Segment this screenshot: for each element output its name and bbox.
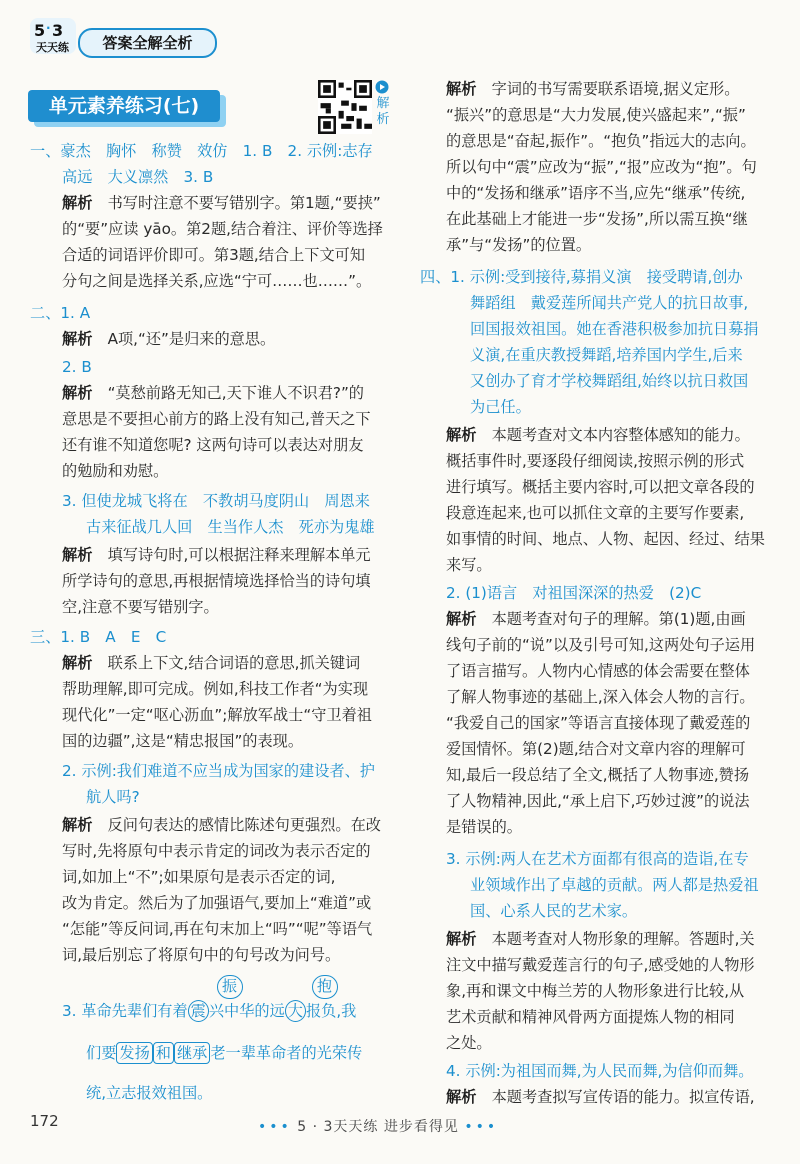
analysis-text: A项,“还”是归来的意思。 xyxy=(107,330,276,348)
svg-text:3: 3 xyxy=(52,21,64,40)
analysis-text: 来写。 xyxy=(446,556,492,574)
answer-s2-1: 二、1. A xyxy=(30,304,91,322)
analysis-text: “我爱自己的国家”等语言直接体现了戴爱莲的 xyxy=(446,714,751,732)
qr-label-char: 解 xyxy=(376,96,390,111)
footer-dots: ••• xyxy=(258,1119,292,1135)
marked-word: 大 xyxy=(285,1000,306,1022)
answer-s3-2-line1: 2. 示例:我们难道不应当成为国家的建设者、护 xyxy=(62,762,375,780)
analysis-text: 还有谁不知道您呢? 这两句诗可以表达对朋友 xyxy=(62,436,364,454)
answer-s4-1-line4: 义演,在重庆教授舞蹈,培养国内学生,后来 xyxy=(470,346,743,364)
answer-text: 3. 革命先辈们有着 xyxy=(62,1002,188,1020)
analysis-text: 联系上下文,结合词语的意思,抓关键词 xyxy=(107,654,361,672)
analysis-text: 在此基础上才能进一步“发扬”,所以需互换“继 xyxy=(446,210,748,228)
answer-s1-line2: 高远 大义凛然 3. B xyxy=(62,168,214,186)
analysis-text: “振兴”的意思是“大力发展,使兴盛起来”,“振” xyxy=(446,106,746,124)
analysis-text: 所学诗句的意思,再根据情境选择恰当的诗句填 xyxy=(62,572,371,590)
marked-word: 震 xyxy=(188,1000,209,1022)
analysis-text: “莫愁前路无知己,天下谁人不识君?”的 xyxy=(107,384,364,402)
analysis-text: 词,最后别忘了将原句中的句号改为问号。 xyxy=(62,946,341,964)
answer-s3-3-line1 xyxy=(62,998,356,1024)
analysis-text: 现代化”一定“呕心沥血”;解放军战士“守卫着祖 xyxy=(62,706,372,724)
analysis-text: 书写时注意不要写错别字。第1题,“要挟” xyxy=(107,194,381,212)
correction-char: 振 xyxy=(222,977,238,995)
analysis-text: 帮助理解,即可完成。例如,科技工作者“为实现 xyxy=(62,680,369,698)
analysis-text: 的意思是“奋起,振作”。“抱负”指远大的志向。 xyxy=(446,132,756,150)
analysis-tag: 解析 xyxy=(62,330,93,348)
answer-s4-1-line5: 又创办了育才学校舞蹈组,始终以抗日救国 xyxy=(470,372,749,390)
analysis-text: 改为肯定。然后为了加强语气,要加上“难道”或 xyxy=(62,894,372,912)
analysis-text: 了语言描写。人物内心情感的体会需要在整体 xyxy=(446,662,750,680)
footer-dots: ••• xyxy=(464,1119,499,1135)
footer-slogan-text: 5 · 3天天练 进步看得见 xyxy=(297,1119,459,1135)
qr-code-icon[interactable] xyxy=(318,80,372,134)
svg-text:天天练: 天天练 xyxy=(36,41,69,54)
analysis-text: 段意连起来,也可以抓住文章的主要写作要素, xyxy=(446,504,745,522)
answer-s3-3-line2 xyxy=(86,1040,362,1066)
analysis-tag: 解析 xyxy=(62,194,93,212)
analysis-tag: 解析 xyxy=(446,426,477,444)
analysis-text: 之处。 xyxy=(446,1034,492,1052)
answer-s1-line1: 一、豪杰 胸怀 称赞 效仿 1. B 2. 示例:志存 xyxy=(30,142,373,160)
qr-label-char: 析 xyxy=(376,112,390,127)
analysis-tag: 解析 xyxy=(446,1088,477,1106)
analysis-tag: 解析 xyxy=(62,654,93,672)
analysis-text: 的勉励和劝慰。 xyxy=(62,462,169,480)
answer-text: 老一辈革命者的光荣传 xyxy=(210,1044,363,1062)
unit-title: 单元素养练习(七) xyxy=(28,90,220,122)
marked-word: 和 xyxy=(153,1042,174,1064)
correction-char: 抱 xyxy=(317,977,333,995)
analysis-text: 注文中描写戴爱莲言行的句子,感受她的人物形 xyxy=(446,956,755,974)
analysis-text: 字词的书写需要联系语境,据义定形。 xyxy=(491,80,740,98)
answer-s3-2-line2: 航人吗? xyxy=(86,788,140,806)
analysis-text: 反问句表达的感情比陈述句更强烈。在改 xyxy=(107,816,381,834)
answer-s4-1-line2: 舞蹈组 戴爱莲所闻共产党人的抗日故事, xyxy=(470,294,749,312)
analysis-text: 了解人物事迹的基础上,深入体会人物的言行。 xyxy=(446,688,755,706)
analysis-tag: 解析 xyxy=(446,610,477,628)
analysis-text: “怎能”等反问词,再在句末加上“吗”“呢”等语气 xyxy=(62,920,373,938)
analysis-text: 是错误的。 xyxy=(446,818,522,836)
answer-s4-3-line2: 业领域作出了卓越的贡献。两人都是热爱祖 xyxy=(470,876,759,894)
analysis-text: 写时,先将原句中表示肯定的词改为表示否定的 xyxy=(62,842,371,860)
marked-word: 发扬 xyxy=(116,1042,152,1064)
analysis-tag: 解析 xyxy=(62,384,93,402)
answer-text: 报负,我 xyxy=(305,1002,357,1020)
answer-s2-3-line1: 3. 但使龙城飞将在 不教胡马度阴山 周恩来 xyxy=(62,492,370,510)
answer-s3-3-line3: 统,立志报效祖国。 xyxy=(86,1084,213,1102)
analysis-text: 进行填写。概括主要内容时,可以把文章各段的 xyxy=(446,478,755,496)
answer-s2-2: 2. B xyxy=(62,358,92,376)
analysis-text: 词,如加上“不”;如果原句是表示否定的词, xyxy=(62,868,336,886)
analysis-text: 本题考查对句子的理解。第(1)题,由画 xyxy=(491,610,746,628)
analysis-text: 如事情的时间、地点、人物、起因、经过、结果 xyxy=(446,530,765,548)
analysis-tag: 解析 xyxy=(62,546,93,564)
analysis-text: 合适的词语评价即可。第3题,结合上下文可知 xyxy=(62,246,366,264)
page-number: 172 xyxy=(30,1112,59,1130)
svg-text:5: 5 xyxy=(34,21,46,40)
analysis-text: 所以句中“震”应改为“振”,“报”应改为“抱”。句 xyxy=(446,158,757,176)
answer-s4-2: 2. (1)语言 对祖国深深的热爱 (2)C xyxy=(446,584,702,602)
marked-word: 继承 xyxy=(174,1042,210,1064)
answer-s4-4: 4. 示例:为祖国而舞,为人民而舞,为信仰而舞。 xyxy=(446,1062,754,1080)
analysis-text: 承”与“发扬”的位置。 xyxy=(446,236,592,254)
play-icon xyxy=(375,80,389,94)
analysis-text: 中的“发扬和继承”语序不当,应先“继承”传统, xyxy=(446,184,746,202)
analysis-text: 本题考查对人物形象的理解。答题时,关 xyxy=(491,930,755,948)
answer-s4-1-line6: 为己任。 xyxy=(470,398,531,416)
analysis-text: 象,再和课文中梅兰芳的人物形象进行比较,从 xyxy=(446,982,745,1000)
brand-logo-icon xyxy=(28,14,80,58)
analysis-text: 知,最后一段总结了全文,概括了人物事迹,赞扬 xyxy=(446,766,750,784)
analysis-text: 爱国情怀。第(2)题,结合对文章内容的理解可 xyxy=(446,740,746,758)
answer-s4-3-line3: 国、心系人民的艺术家。 xyxy=(470,902,638,920)
analysis-tag: 解析 xyxy=(446,80,477,98)
analysis-text: 意思是不要担心前方的路上没有知己,普天之下 xyxy=(62,410,371,428)
analysis-tag: 解析 xyxy=(62,816,93,834)
analysis-text: 概括事件时,要逐段仔细阅读,按照示例的形式 xyxy=(446,452,745,470)
answer-text: 兴中华的远 xyxy=(208,1002,285,1020)
analysis-text: 本题考查拟写宣传语的能力。拟宣传语, xyxy=(491,1088,755,1106)
qr-label xyxy=(375,96,391,128)
analysis-text: 线句子前的“说”以及引号可知,这两处句子运用 xyxy=(446,636,756,654)
header-tab: 答案全解全析 xyxy=(78,28,217,58)
analysis-text: 本题考查对文本内容整体感知的能力。 xyxy=(491,426,750,444)
analysis-text: 分句之间是选择关系,应选“宁可……也……”。 xyxy=(62,272,372,290)
answer-s2-3-line2: 古来征战几人回 生当作人杰 死亦为鬼雄 xyxy=(86,518,375,536)
footer-slogan xyxy=(258,1116,498,1136)
answer-s4-1-line1: 四、1. 示例:受到接待,募捐义演 接受聘请,创办 xyxy=(420,268,743,286)
answer-text: 们要 xyxy=(86,1044,117,1062)
analysis-text: 国的边疆”,这是“精忠报国”的表现。 xyxy=(62,732,304,750)
analysis-text: 艺术贡献和精神风骨两方面提炼人物的相同 xyxy=(446,1008,735,1026)
analysis-text: 空,注意不要写错别字。 xyxy=(62,598,219,616)
analysis-tag: 解析 xyxy=(446,930,477,948)
analysis-text: 了人物精神,因此,“承上启下,巧妙过渡”的说法 xyxy=(446,792,750,810)
answer-s4-1-line3: 回国报效祖国。她在香港积极参加抗日募捐 xyxy=(470,320,759,338)
analysis-text: 填写诗句时,可以根据注释来理解本单元 xyxy=(107,546,371,564)
svg-text:·: · xyxy=(46,21,51,35)
answer-s3-1: 三、1. B A E C xyxy=(30,628,167,646)
analysis-text: 的“要”应读 yāo。第2题,结合着注、评价等选择 xyxy=(62,220,383,238)
answer-s4-3-line1: 3. 示例:两人在艺术方面都有很高的造诣,在专 xyxy=(446,850,749,868)
